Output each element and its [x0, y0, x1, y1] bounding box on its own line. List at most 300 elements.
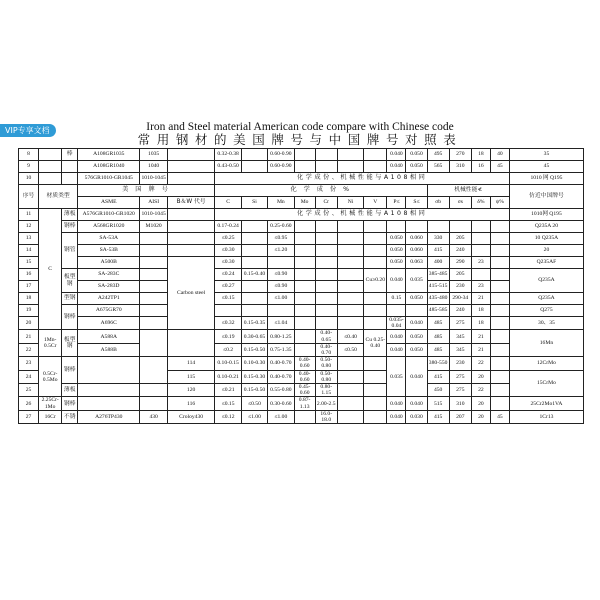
table-cell — [490, 317, 509, 330]
table-cell: 275 — [449, 317, 471, 330]
table-cell: ≤0.19 — [215, 330, 241, 343]
table-cell: 345 — [449, 343, 471, 356]
table-cell: 13 — [19, 233, 39, 245]
table-cell: ≤0.30 — [215, 257, 241, 269]
table-cell: SA-283C — [78, 269, 140, 281]
table-cell: 0.40-0.60 — [294, 357, 315, 370]
table-cell: 0.050 — [387, 233, 406, 245]
table-cell: 0.040 — [387, 161, 406, 173]
table-cell: 0.040 — [406, 357, 427, 397]
table-cell: 20 — [471, 410, 490, 423]
table-cell — [315, 281, 337, 293]
table-cell — [490, 305, 509, 317]
table-cell: 0.040 — [387, 397, 406, 410]
table-cell — [406, 221, 427, 233]
table-cell: 23 — [471, 257, 490, 269]
table-cell: 385-485 — [427, 269, 449, 281]
table-cell: Mn — [268, 197, 294, 209]
table-cell: 40 — [490, 149, 509, 161]
table-cell: 0.40-0.60 — [294, 370, 315, 383]
table-cell: Ni — [337, 197, 363, 209]
table-cell: 0.040 — [387, 343, 406, 356]
table-cell: Cu≥0.20 — [364, 269, 387, 293]
table-cell: 0.15 — [387, 293, 406, 305]
table-cell — [490, 257, 509, 269]
table-cell: 30、35 — [509, 317, 583, 330]
table-cell — [337, 269, 363, 281]
table-cell — [337, 305, 363, 317]
table-cell — [490, 397, 509, 410]
table-cell — [241, 233, 267, 245]
table-cell — [471, 221, 490, 233]
table-row — [19, 209, 584, 221]
table-cell: 0.10-0.30 — [241, 357, 267, 370]
table-cell: 0.035 — [387, 357, 406, 397]
table-cell: 0.17-0.24 — [215, 221, 241, 233]
table-cell: ≤1.20 — [268, 245, 294, 257]
table-row — [19, 357, 584, 370]
title-chinese: 常用钢材的美国牌号与中国牌号对照表 — [137, 132, 463, 147]
table-cell: 430 — [140, 410, 167, 423]
table-cell: 0.40-0.70 — [315, 343, 337, 356]
table-cell: 0.10-0.15 — [215, 357, 241, 370]
table-cell: 45 — [490, 410, 509, 423]
table-cell — [140, 317, 167, 330]
table-cell: 116 — [167, 397, 215, 410]
table-cell — [294, 330, 315, 343]
table-cell: 钢棒 — [62, 357, 78, 384]
table-cell: 435-480 — [427, 293, 449, 305]
table-cell — [490, 281, 509, 293]
table-cell — [294, 281, 315, 293]
table-cell — [140, 245, 167, 257]
table-cell — [337, 370, 363, 383]
table-cell — [39, 149, 62, 161]
table-cell: 0.25-0.60 — [268, 221, 294, 233]
table-cell — [364, 397, 387, 410]
table-cell: ≤0.2 — [215, 343, 241, 356]
table-row — [19, 245, 584, 257]
table-cell: 230 — [449, 357, 471, 370]
table-cell — [140, 330, 167, 357]
table-cell: 8 — [19, 149, 39, 161]
table-cell: ≤0.50 — [241, 397, 267, 410]
table-cell: 415 — [427, 370, 449, 383]
table-cell — [140, 269, 167, 281]
table-row — [19, 343, 584, 356]
table-cell: 290 — [449, 257, 471, 269]
table-cell: 345 — [449, 330, 471, 343]
table-cell: 化学成份、机械性能与A108相同 — [215, 209, 510, 221]
table-cell — [337, 149, 363, 161]
table-cell — [294, 233, 315, 245]
table-cell: 序号 — [19, 185, 39, 209]
table-cell: 20 — [19, 317, 39, 330]
table-cell — [167, 233, 215, 245]
table-cell: 0.035-0.04 — [387, 317, 406, 330]
table-cell: Cu 0.25-0.40 — [364, 330, 387, 357]
table-cell: 240 — [449, 245, 471, 257]
table-row — [19, 317, 584, 330]
table-cell — [315, 305, 337, 317]
table-cell — [268, 305, 294, 317]
table-cell: 45 — [490, 161, 509, 173]
table-cell — [337, 257, 363, 269]
table-cell: 22 — [471, 384, 490, 397]
table-cell — [315, 293, 337, 305]
table-cell: Q235A — [509, 269, 583, 293]
table-cell: 0.050 — [406, 149, 427, 161]
table-cell: 275 — [449, 384, 471, 397]
table-cell — [167, 161, 215, 173]
table-cell: 27 — [19, 410, 39, 423]
table-cell: B＆W 代号 — [167, 197, 215, 209]
table-cell — [387, 305, 406, 317]
table-cell: 薄板 — [62, 384, 78, 397]
table-cell: 1010-1045 — [140, 209, 167, 221]
table-cell — [337, 245, 363, 257]
table-cell — [364, 357, 387, 370]
table-cell: C — [215, 197, 241, 209]
table-cell: SA-53A — [78, 233, 140, 245]
table-cell: 310 — [449, 161, 471, 173]
table-cell: 0.40-0.70 — [268, 370, 294, 383]
table-cell: ≤1.00 — [268, 410, 294, 423]
table-cell — [490, 370, 509, 383]
table-row — [19, 173, 584, 185]
table-cell — [215, 305, 241, 317]
table-cell: 2.00-2.5 — [315, 397, 337, 410]
table-cell — [140, 305, 167, 317]
title-english: Iron and Steel material American code compare with Chinese code — [146, 121, 454, 133]
table-cell — [78, 384, 140, 397]
table-cell — [167, 149, 215, 161]
table-cell: 材质类型 — [39, 185, 78, 209]
table-cell: ≤1.00 — [268, 293, 294, 305]
table-cell — [294, 269, 315, 281]
table-cell: 1010 网 Q195 — [509, 173, 583, 185]
table-cell — [364, 317, 387, 330]
table-cell: 0.040 — [387, 269, 406, 293]
table-cell: 钢棒 — [62, 305, 78, 330]
table-cell: 仿近中国牌号 — [509, 185, 583, 209]
table-cell: Cr — [315, 197, 337, 209]
table-cell — [241, 221, 267, 233]
table-cell: 515 — [427, 397, 449, 410]
table-cell — [241, 245, 267, 257]
table-cell — [337, 281, 363, 293]
table-cell: 0.050 — [406, 330, 427, 343]
table-cell — [315, 149, 337, 161]
table-cell — [364, 221, 387, 233]
table-cell: ≤0.12 — [215, 410, 241, 423]
header-row — [19, 185, 584, 197]
table-cell: ≤0.27 — [215, 281, 241, 293]
table-cell: 415 — [427, 245, 449, 257]
table-cell: 0.050 — [406, 161, 427, 173]
table-cell: 16Mn — [509, 330, 583, 357]
table-cell: 22 — [19, 343, 39, 356]
table-cell — [315, 257, 337, 269]
table-cell: 20 — [509, 245, 583, 257]
table-cell: A696C — [78, 317, 140, 330]
table-cell — [364, 410, 387, 423]
table-cell: 14 — [19, 245, 39, 257]
table-cell: 0.80-1.25 — [268, 330, 294, 343]
table-cell — [294, 245, 315, 257]
table-cell — [337, 357, 363, 370]
table-cell — [315, 245, 337, 257]
table-row — [19, 330, 584, 343]
table-cell — [241, 293, 267, 305]
table-cell — [315, 221, 337, 233]
table-cell — [294, 149, 315, 161]
table-cell — [78, 357, 140, 384]
table-cell: A588A — [78, 330, 140, 343]
table-cell: 0.050 — [406, 343, 427, 356]
table-cell: 22 — [471, 357, 490, 370]
table-cell — [490, 293, 509, 305]
table-cell: A276TP430 — [78, 410, 140, 423]
table-cell — [294, 305, 315, 317]
table-cell: ≤0.15 — [215, 397, 241, 410]
table-cell: 565 — [427, 161, 449, 173]
table-cell: 16 — [19, 269, 39, 281]
table-cell: 15CrMo — [509, 370, 583, 397]
table-cell: 12CrMo — [509, 357, 583, 370]
table-cell: 0.050 — [387, 245, 406, 257]
table-cell — [364, 149, 387, 161]
table-cell: 45 — [509, 161, 583, 173]
table-cell: 576GR1010-GR1045 — [78, 173, 140, 185]
table-cell: 0.040 — [387, 330, 406, 343]
table-cell — [294, 317, 315, 330]
table-cell: 化学成份、机械性能与A108相同 — [215, 173, 510, 185]
table-cell: 板型钢 — [62, 330, 78, 357]
table-cell: 21 — [471, 343, 490, 356]
table-cell: 16 — [471, 161, 490, 173]
table-cell: 型钢 — [62, 293, 78, 305]
table-cell: δ% — [471, 197, 490, 209]
table-cell: 415 — [427, 410, 449, 423]
table-cell: 0.40-0.65 — [315, 330, 337, 343]
table-cell: ≤0.90 — [268, 269, 294, 281]
table-cell — [364, 305, 387, 317]
table-cell: ≤0.90 — [268, 281, 294, 293]
table-cell: 钢棒 — [62, 221, 78, 233]
table-cell: 21 — [471, 330, 490, 343]
table-cell: 15 — [19, 257, 39, 269]
vip-badge[interactable]: VIP专享文档 — [0, 124, 56, 137]
table-cell: 25Cr2Mo1VA — [509, 397, 583, 410]
table-cell: 0.060 — [406, 245, 427, 257]
table-cell: 1Cr13 — [509, 410, 583, 423]
table-cell: 20 — [471, 397, 490, 410]
table-cell: 1040 — [140, 161, 167, 173]
table-cell — [490, 269, 509, 281]
table-cell — [78, 397, 140, 410]
table-cell: A242TP1 — [78, 293, 140, 305]
table-cell: 380-550 — [427, 357, 449, 370]
table-cell — [337, 384, 363, 397]
table-cell: 10 — [19, 173, 39, 185]
table-cell — [294, 221, 315, 233]
table-cell: 16Cr — [39, 410, 62, 423]
table-cell — [140, 281, 167, 293]
table-cell: 18 — [471, 317, 490, 330]
table-cell: 0.50-0.80 — [315, 370, 337, 383]
table-cell: ≤0.32 — [215, 317, 241, 330]
table-cell: Q235A 20 — [509, 221, 583, 233]
table-cell — [167, 245, 215, 257]
table-cell — [337, 221, 363, 233]
table-cell: ≤0.24 — [215, 269, 241, 281]
table-cell: 115 — [167, 370, 215, 383]
table-cell — [364, 257, 387, 269]
table-cell: 0.43-0.50 — [215, 161, 241, 173]
table-cell — [471, 245, 490, 257]
table-cell: 495 — [427, 149, 449, 161]
table-cell: 18 — [471, 149, 490, 161]
table-cell: 0.060 — [406, 233, 427, 245]
table-cell: ≤0.95 — [268, 233, 294, 245]
table-cell — [490, 330, 509, 343]
table-cell: σs — [449, 197, 471, 209]
table-cell: 薄板 — [62, 209, 78, 221]
table-cell: 17 — [19, 281, 39, 293]
table-cell: 24 — [19, 370, 39, 383]
table-cell — [337, 293, 363, 305]
table-cell: 205 — [449, 269, 471, 281]
table-cell: 275 — [449, 370, 471, 383]
table-cell: 0.15-0.35 — [241, 317, 267, 330]
table-cell: 230 — [449, 281, 471, 293]
table-cell: 1035 — [140, 149, 167, 161]
table-cell — [337, 397, 363, 410]
table-cell: 26 — [19, 397, 39, 410]
table-cell — [490, 384, 509, 397]
table-cell: 1010网 Q195 — [509, 209, 583, 221]
table-cell: 485 — [427, 343, 449, 356]
table-cell: 21 — [19, 330, 39, 343]
table-cell — [427, 221, 449, 233]
table-cell — [140, 384, 167, 397]
table-cell: 0.30-0.60 — [268, 397, 294, 410]
table-cell: 0.15-0.50 — [241, 384, 267, 397]
table-cell: 207 — [449, 410, 471, 423]
table-cell — [268, 257, 294, 269]
table-cell: Q235A — [509, 293, 583, 305]
table-cell — [294, 410, 315, 423]
table-cell — [337, 233, 363, 245]
table-cell: 0.45-0.60 — [294, 384, 315, 397]
table-cell: ≤1.00 — [241, 410, 267, 423]
table-cell: AISI — [140, 197, 167, 209]
table-cell: 20 — [471, 370, 490, 383]
comparison-table — [18, 148, 584, 424]
table-cell: 0.75-1.35 — [268, 343, 294, 356]
table-cell — [490, 233, 509, 245]
table-cell: ASME — [78, 197, 140, 209]
table-cell: 棒 — [62, 149, 78, 161]
table-row — [19, 305, 584, 317]
table-cell: A675GR70 — [78, 305, 140, 317]
table-cell: σb — [427, 197, 449, 209]
table-row — [19, 149, 584, 161]
table-cell — [140, 357, 167, 384]
table-cell: 18 — [19, 293, 39, 305]
table-cell: 18 — [471, 305, 490, 317]
table-cell: 0.040 — [387, 149, 406, 161]
table-cell: 0.030 — [406, 410, 427, 423]
table-cell: 330 — [427, 233, 449, 245]
table-cell: ≤0.30 — [215, 245, 241, 257]
table-cell — [140, 257, 167, 269]
table-row — [19, 293, 584, 305]
table-cell — [167, 209, 215, 221]
table-cell: 0.60-0.90 — [268, 149, 294, 161]
table-cell: 0.15-0.40 — [241, 269, 267, 281]
table-cell: 0.32-0.38 — [215, 149, 241, 161]
table-cell: Q275 — [509, 305, 583, 317]
table-cell — [364, 245, 387, 257]
table-cell: 不锈 — [62, 410, 78, 423]
table-cell — [471, 269, 490, 281]
table-cell: 114 — [167, 357, 215, 370]
table-cell — [364, 370, 387, 383]
table-cell: 1010-1045 — [140, 173, 167, 185]
table-cell: ≤0.40 — [337, 330, 363, 343]
table-cell — [337, 317, 363, 330]
table-cell — [449, 221, 471, 233]
table-cell: 25 — [19, 384, 39, 397]
table-cell — [364, 161, 387, 173]
table-cell — [490, 357, 509, 370]
table-cell: 0.035 — [406, 269, 427, 293]
table-cell — [140, 397, 167, 410]
table-cell: 450 — [427, 384, 449, 397]
table-cell: Mo — [294, 197, 315, 209]
table-cell — [364, 233, 387, 245]
table-cell — [294, 293, 315, 305]
table-cell: 240 — [449, 305, 471, 317]
table-cell — [337, 161, 363, 173]
table-cell: ≤0.25 — [215, 233, 241, 245]
table-cell: 0.60-0.90 — [268, 161, 294, 173]
table-cell — [241, 305, 267, 317]
table-row — [19, 397, 584, 410]
table-cell: SA-53B — [78, 245, 140, 257]
table-cell — [294, 161, 315, 173]
table-cell — [62, 161, 78, 173]
table-cell: 0.050 — [406, 293, 427, 305]
table-cell — [39, 173, 62, 185]
table-cell — [406, 305, 427, 317]
table-cell: Croloy430 — [167, 410, 215, 423]
table-cell — [241, 281, 267, 293]
table-cell: 0.30-0.65 — [241, 330, 267, 343]
table-cell: 11 — [19, 209, 39, 221]
table-cell: 21 — [471, 293, 490, 305]
table-cell — [241, 257, 267, 269]
table-cell: 0.80-1.15 — [315, 384, 337, 397]
table-cell: 0.15-0.50 — [241, 343, 267, 356]
table-cell: Si — [241, 197, 267, 209]
table-cell — [490, 245, 509, 257]
table-cell: 0.050 — [387, 257, 406, 269]
table-cell — [167, 221, 215, 233]
table-cell — [490, 221, 509, 233]
